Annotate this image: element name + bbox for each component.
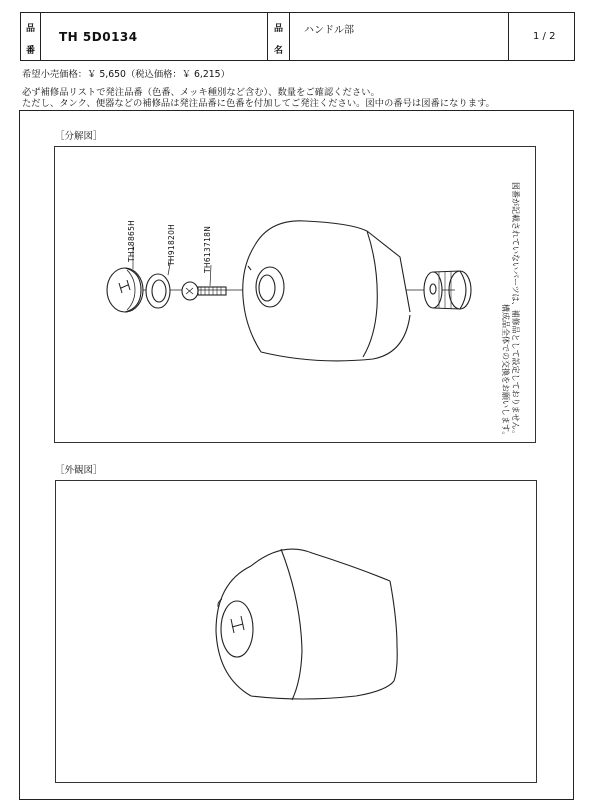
parts-note-line-1: 図番が記載されていないパーツは、補修品として設定しておりません。 [511,182,520,439]
screw-part [182,282,226,300]
part-number-label: TH91820H [167,223,176,266]
instruction-line-2: ただし、タンク、便器などの補修品は発注品番に色番を付加してご発注ください。図中の番号は図番になります。 [22,98,495,109]
part-number-label: TH613718N [203,225,212,273]
exterior-view-panel [55,480,537,783]
hinban-label-bottom: 番 [26,46,36,56]
handle-body-part [243,221,411,361]
product-code: TH 5D0134 [59,30,138,44]
exploded-view-title: ［分解図］ [55,131,103,142]
hinban-label-top: 品 [26,24,36,34]
page-number: 1 / 2 [533,31,556,42]
header-divider [508,13,509,60]
header-divider [267,13,268,60]
header-divider [289,13,290,60]
cap-part [107,268,143,312]
instruction-line-1: 必ず補修品リストで発注品番（色番、メッキ種別など含む）、数量をご確認ください。 [22,87,380,98]
product-name: ハンドル部 [304,25,354,36]
exterior-view-title: ［外観図］ [55,465,103,476]
parts-note [501,182,531,442]
hinmei-label-bottom: 名 [274,46,284,56]
part-number-label: TH18865H [127,219,136,262]
hinmei-label-top: 品 [274,24,284,34]
exploded-view-drawing [55,147,535,442]
parts-note-line-2: 構成品全体での交換をお願いします。 [501,304,510,440]
header-divider [40,13,41,60]
exterior-view-drawing [56,481,536,782]
exploded-view-panel [54,146,536,443]
price-line: 希望小売価格：￥ 5,650（税込価格：￥ 6,215） [22,69,230,80]
washer-part [146,274,170,308]
header-table [20,12,575,61]
